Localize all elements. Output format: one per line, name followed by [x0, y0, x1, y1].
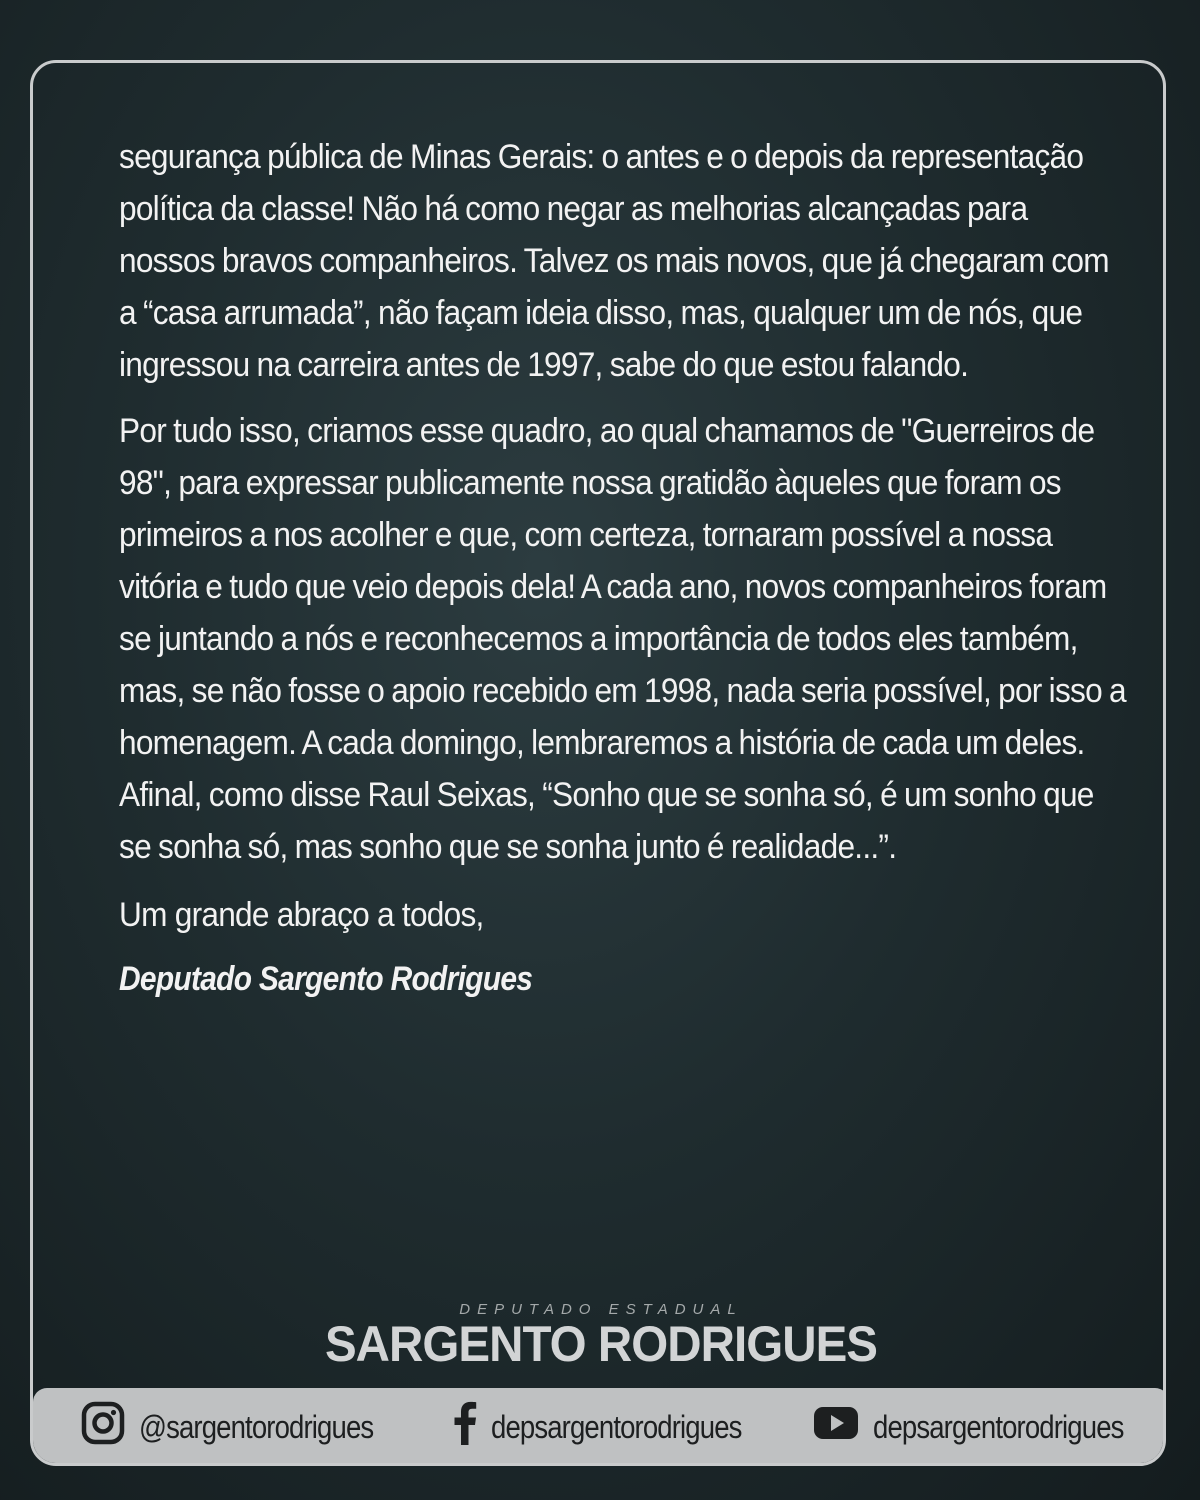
facebook-link[interactable] [453, 1406, 782, 1448]
paragraph-2: Por tudo isso, criamos esse quadro, ao qual chamamos de "Guerreiros de 98", para expressar publicamente nossa gratidão àqueles que foram os primeiros a nos acolher e que, com certeza, tornaram possível a nossa vitória e tudo que veio depois dela! A cada ano, novos companheiros foram se juntando a nós e reconhecemos a importância de todos eles também, mas, se não fosse o apoio recebido em 1998, nada seria possível, por isso a homenagem. A cada domingo, lembraremos a história de cada um deles. Afinal, como disse Raul Seixas, “Sonho que se sonha só, é um sonho que se sonha só, mas sonho que se sonha junto é realidade...”. [119, 412, 1126, 866]
facebook-icon [453, 1401, 477, 1453]
brand-logo-name: SARGENTO RODRIGUES [324, 1316, 878, 1372]
social-bar [33, 1388, 1166, 1466]
youtube-icon [813, 1406, 859, 1448]
instagram-handle: @sargentorodrigues [139, 1408, 374, 1445]
instagram-icon [81, 1401, 125, 1453]
signature: Deputado Sargento Rodrigues [119, 960, 533, 998]
facebook-handle: depsargentorodrigues [491, 1408, 742, 1445]
paragraph-1: segurança pública de Minas Gerais: o antes e o depois da representação política da classe! Não há como negar as melhorias alcançadas para nossos bravos companheiros. Talvez os mais novos, que já chegaram com a “casa arrumada”, não façam ideia disso, mas, qualquer um de nós, que ingressou na carreira antes de 1997, sabe do que estou falando. [119, 138, 1109, 384]
body-text [119, 131, 1129, 1005]
brand-subtitle: DEPUTADO ESTADUAL [459, 1301, 743, 1318]
youtube-handle: depsargentorodrigues [873, 1408, 1124, 1445]
instagram-link[interactable] [81, 1406, 411, 1448]
content-frame [30, 60, 1166, 1466]
youtube-link[interactable] [813, 1406, 1164, 1448]
closing-line: Um grande abraço a todos, [119, 896, 484, 934]
